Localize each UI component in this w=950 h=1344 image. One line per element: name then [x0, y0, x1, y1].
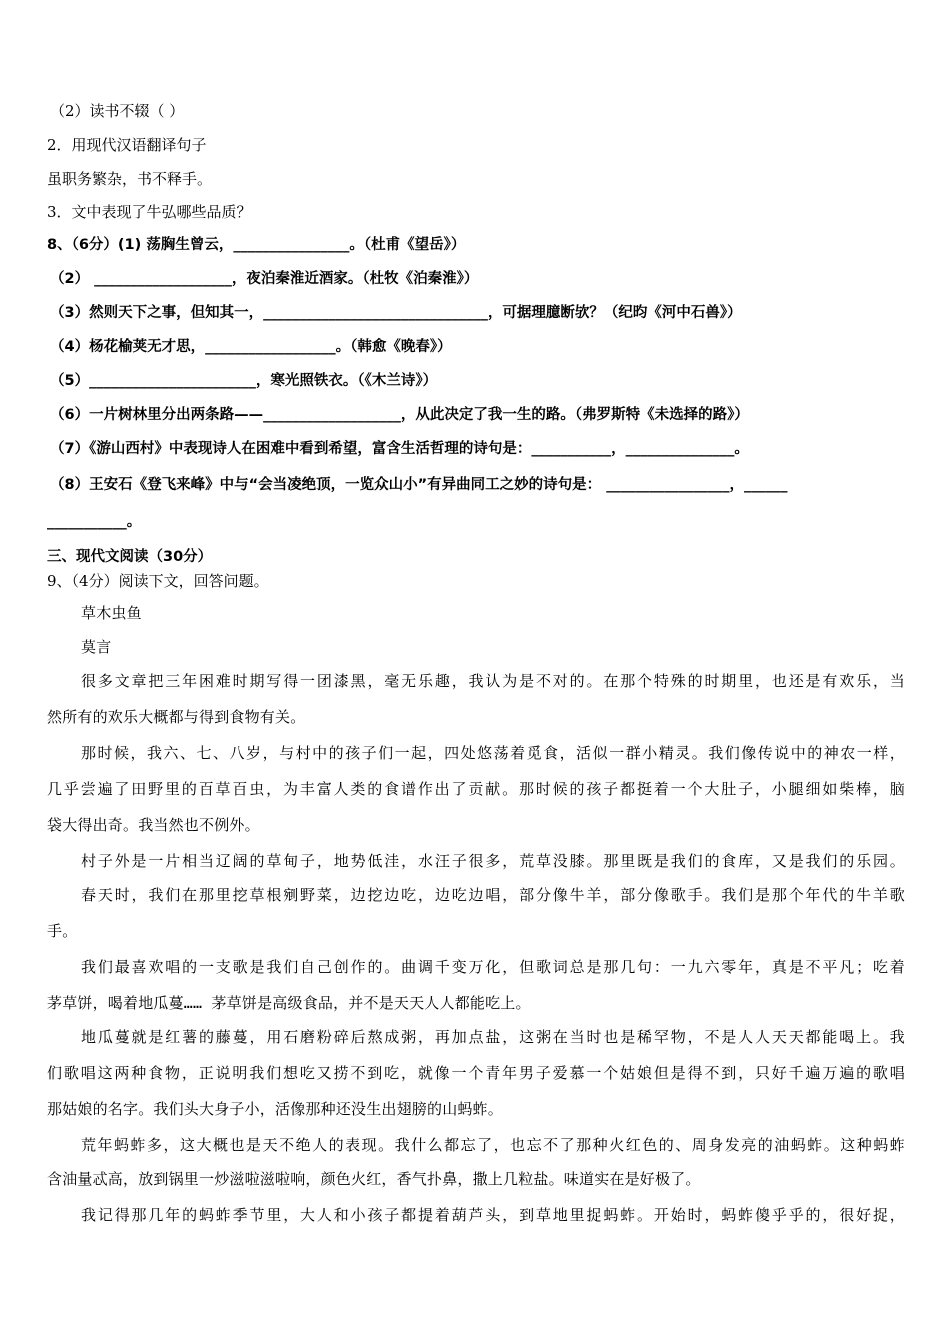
question-8-item-8-continuation: ___________。	[47, 514, 142, 530]
article-paragraph-line: 袋大得出奇。我当然也不例外。	[47, 816, 260, 834]
article-paragraph-line: 那时候，我六、七、八岁，与村中的孩子们一起，四处悠荡着觅食，活似一群小精灵。我们像传说中的神农一样，	[81, 744, 905, 762]
article-paragraph-line: 荒年蚂蚱多，这大概也是天不绝人的表现。我什么都忘了，也忘不了那种火红色的、周身发亮的油蚂蚱。这种蚂蚱	[81, 1136, 905, 1154]
section-3-heading: 三、现代文阅读（30分）	[47, 549, 213, 565]
article-paragraph-line: 手。	[47, 922, 78, 940]
question-8-item-6: （6）一片树林里分出两条路——___________________，从此决定了我一生的路。（弗罗斯特《未选择的路》）	[50, 407, 749, 423]
article-title: 草木虫鱼	[81, 604, 142, 622]
question-2-heading: 2．用现代汉语翻译句子	[47, 136, 207, 154]
article-paragraph-line: 很多文章把三年困难时期写得一团漆黑，毫无乐趣，我认为是不对的。在那个特殊的时期里，也还是有欢乐，当	[81, 672, 905, 690]
question-line-read-book: （2）读书不辍（ ）	[50, 102, 185, 120]
translation-sentence: 虽职务繁杂，书不释手。	[47, 170, 213, 188]
article-paragraph-line: 春天时，我们在那里挖草根剜野菜，边挖边吃，边吃边唱，部分像牛羊，部分像歌手。我们是那个年代的牛羊歌	[81, 886, 905, 904]
article-paragraph-line: 们歌唱这两种食物，正说明我们想吃又捞不到吃，就像一个青年男子爱慕一个姑娘但是得不到，只好千遍万遍的歌唱	[47, 1064, 905, 1082]
article-paragraph-line: 我记得那几年的蚂蚱季节里，大人和小孩子都提着葫芦头，到草地里捉蚂蚱。开始时，蚂蚱傻乎乎的，很好捉，	[81, 1206, 905, 1224]
article-author: 莫言	[81, 638, 112, 656]
question-8-item-5: （5）_______________________，寒光照铁衣。（《木兰诗》）	[50, 373, 438, 389]
question-8-item-2: （2） ___________________，夜泊秦淮近酒家。（杜牧《泊秦淮》）	[50, 271, 479, 287]
question-9-heading: 9、（4分）阅读下文，回答问题。	[47, 572, 269, 590]
article-paragraph-line: 我们最喜欢唱的一支歌是我们自己创作的。曲调千变万化，但歌词总是那几句：一九六零年，真是不平凡；吃着	[81, 958, 905, 976]
question-8-item-4: （4）杨花榆荚无才思，__________________。（韩愈《晚春》）	[50, 339, 452, 355]
article-paragraph-line: 含油量忒高，放到锅里一炒滋啦滋啦响，颜色火红，香气扑鼻，撒上几粒盐。味道实在是好极了。	[47, 1170, 701, 1188]
article-paragraph-line: 然所有的欢乐大概都与得到食物有关。	[47, 708, 306, 726]
article-paragraph-line: 地瓜蔓就是红薯的藤蔓，用石磨粉碎后熬成粥，再加点盐，这粥在当时也是稀罕物，不是人人天天都能喝上。我	[81, 1028, 905, 1046]
question-3-heading: 3．文中表现了牛弘哪些品质？	[47, 203, 252, 221]
article-paragraph-line: 村子外是一片相当辽阔的草甸子，地势低洼，水汪子很多，荒草没膝。那里既是我们的食库，又是我们的乐园。	[81, 852, 905, 870]
article-paragraph-line: 几乎尝遍了田野里的百草百虫，为丰富人类的食谱作出了贡献。那时候的孩子都挺着一个大肚子，小腿细如柴棒，脑	[47, 780, 905, 798]
article-paragraph-line: 茅草饼，喝着地瓜蔓…… 茅草饼是高级食品，并不是天天人人都能吃上。	[47, 994, 531, 1012]
question-8-item-7: （7）《游山西村》中表现诗人在困难中看到希望，富含生活哲理的诗句是：___________，_______________。	[50, 441, 749, 457]
question-8-item-3: （3）然则天下之事，但知其一，_______________________________，可据理臆断欤？（纪昀《河中石兽》）	[50, 305, 742, 321]
question-8-item-8: （8）王安石《登飞来峰》中与“会当凌绝顶，一览众山小”有异曲同工之妙的诗句是： _________________，______	[50, 477, 788, 493]
question-8-item-1: 8、（6分）(1) 荡胸生曾云，________________。（杜甫《望岳》）	[47, 237, 466, 253]
article-paragraph-line: 那姑娘的名字。我们头大身子小，活像那种还没生出翅膀的山蚂蚱。	[47, 1100, 504, 1118]
